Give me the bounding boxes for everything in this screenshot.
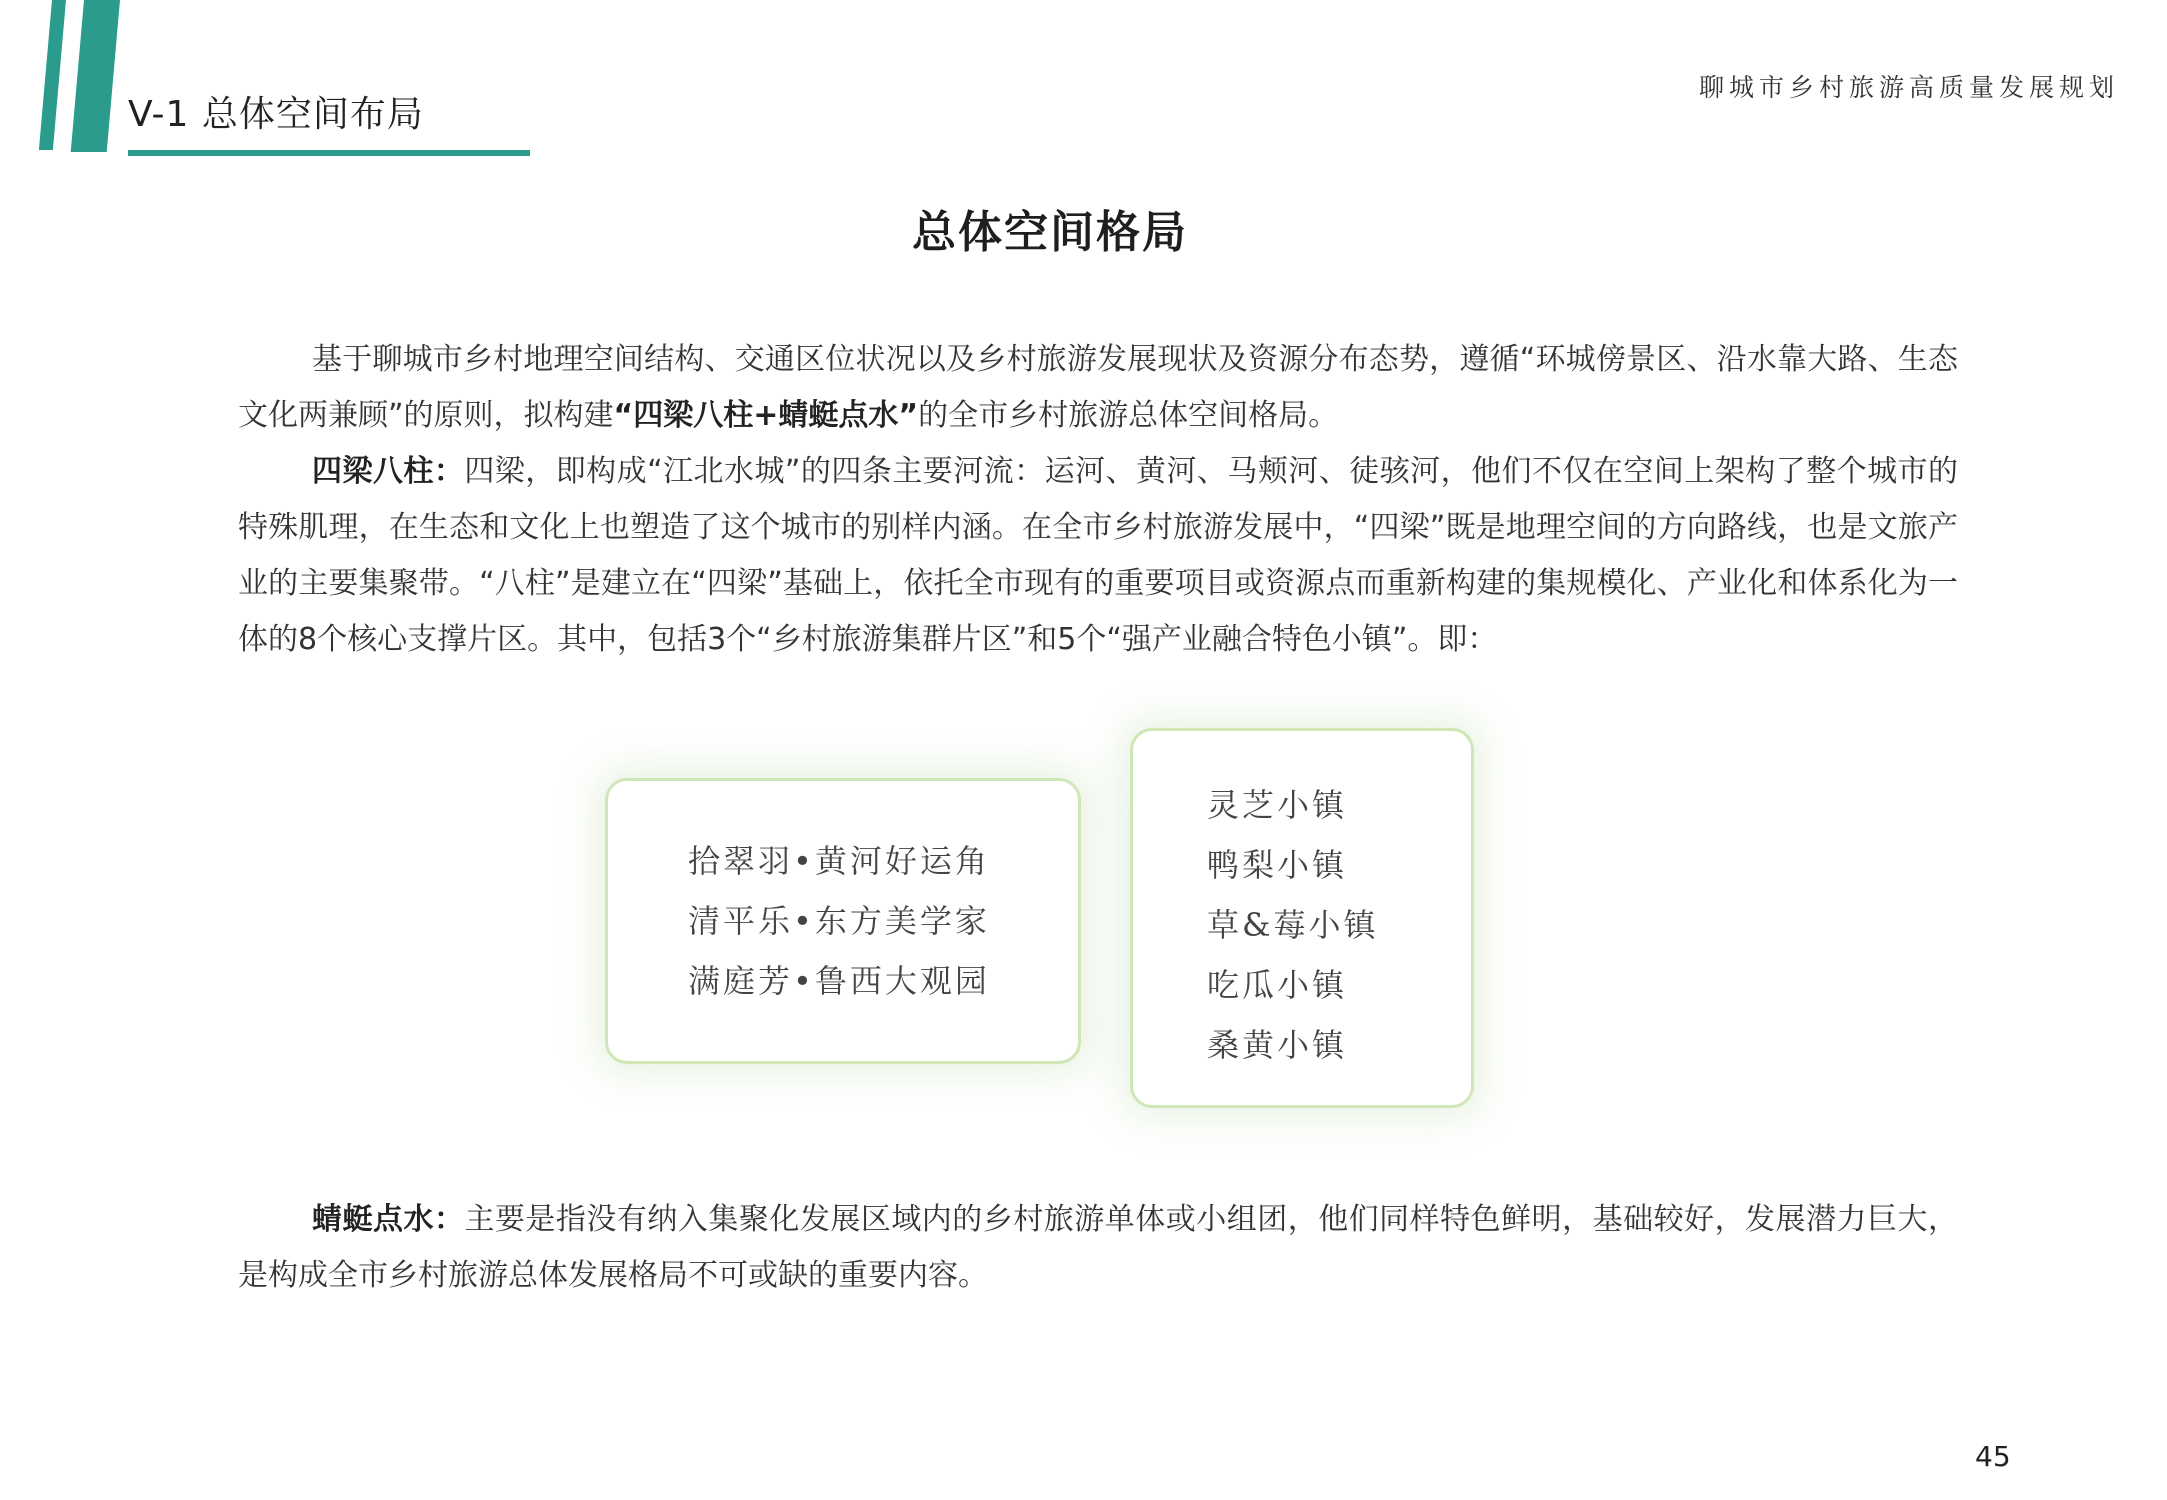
town-item: 灵芝小镇 xyxy=(1207,786,1348,824)
cluster-item: 满庭芳•鲁西大观园 xyxy=(688,962,990,1000)
paragraph-intro xyxy=(238,332,1958,668)
town-list xyxy=(1207,775,1379,1075)
town-item: 鸭梨小镇 xyxy=(1207,846,1348,884)
intro-line xyxy=(238,332,1958,444)
town-item: 草&莓小镇 xyxy=(1207,906,1379,944)
paragraph-dragonfly xyxy=(238,1192,1958,1304)
section-underline xyxy=(128,150,530,156)
document-title: 聊城市乡村旅游高质量发展规划 xyxy=(1698,73,2119,102)
sizhu-label: 四梁八柱： xyxy=(312,454,465,489)
header-accent-bar-thin xyxy=(39,0,66,150)
dragonfly-label: 蜻蜓点水： xyxy=(312,1202,465,1237)
cluster-list xyxy=(688,831,990,1011)
intro-end-text: 的全市乡村旅游总体空间格局。 xyxy=(918,398,1339,433)
intro-highlight: “四梁八柱+蜻蜓点水” xyxy=(613,398,919,433)
town-item: 吃瓜小镇 xyxy=(1207,966,1348,1004)
cluster-item: 清平乐•东方美学家 xyxy=(688,902,990,940)
header-accent-bar-thick xyxy=(71,0,120,152)
town-box xyxy=(1130,728,1474,1108)
cluster-item: 拾翠羽•黄河好运角 xyxy=(688,842,990,880)
page-heading: 总体空间格局 xyxy=(912,207,1188,258)
cluster-box xyxy=(605,778,1081,1064)
intro-text: 基于聊城市乡村地理空间结构、交通区位状况以及乡村旅游发展现状及资源分布态势，遵循“环城傍景区、沿水靠大路、生态文化两兼顾”的原则，拟构建 xyxy=(238,342,1958,433)
sizhu-text: 四梁，即构成“江北水城”的四条主要河流：运河、黄河、马颊河、徒骇河，他们不仅在空间上架构了整个城市的特殊肌理，在生态和文化上也塑造了这个城市的别样内涵。在全市乡村旅游发展中，“四梁”既是地理空间的方向路线，也是文旅产业的主要集聚带。“八柱”是建立在“四梁”基础上，依托全市现有的重要项目或资源点而重新构建的集规模化、产业化和体系化为一体的8个核心支撑片区。其中，包括3个“乡村旅游集群片区”和5个“强产业融合特色小镇”。即： xyxy=(238,454,1958,657)
town-item: 桑黄小镇 xyxy=(1207,1026,1348,1064)
dragonfly-line xyxy=(238,1192,1958,1304)
section-title: V-1 总体空间布局 xyxy=(128,94,424,135)
page-number: 45 xyxy=(1975,1440,2011,1473)
dragonfly-text: 主要是指没有纳入集聚化发展区域内的乡村旅游单体或小组团，他们同样特色鲜明，基础较好，发展潜力巨大，是构成全市乡村旅游总体发展格局不可或缺的重要内容。 xyxy=(238,1202,1958,1293)
sizhu-paragraph xyxy=(238,444,1958,668)
